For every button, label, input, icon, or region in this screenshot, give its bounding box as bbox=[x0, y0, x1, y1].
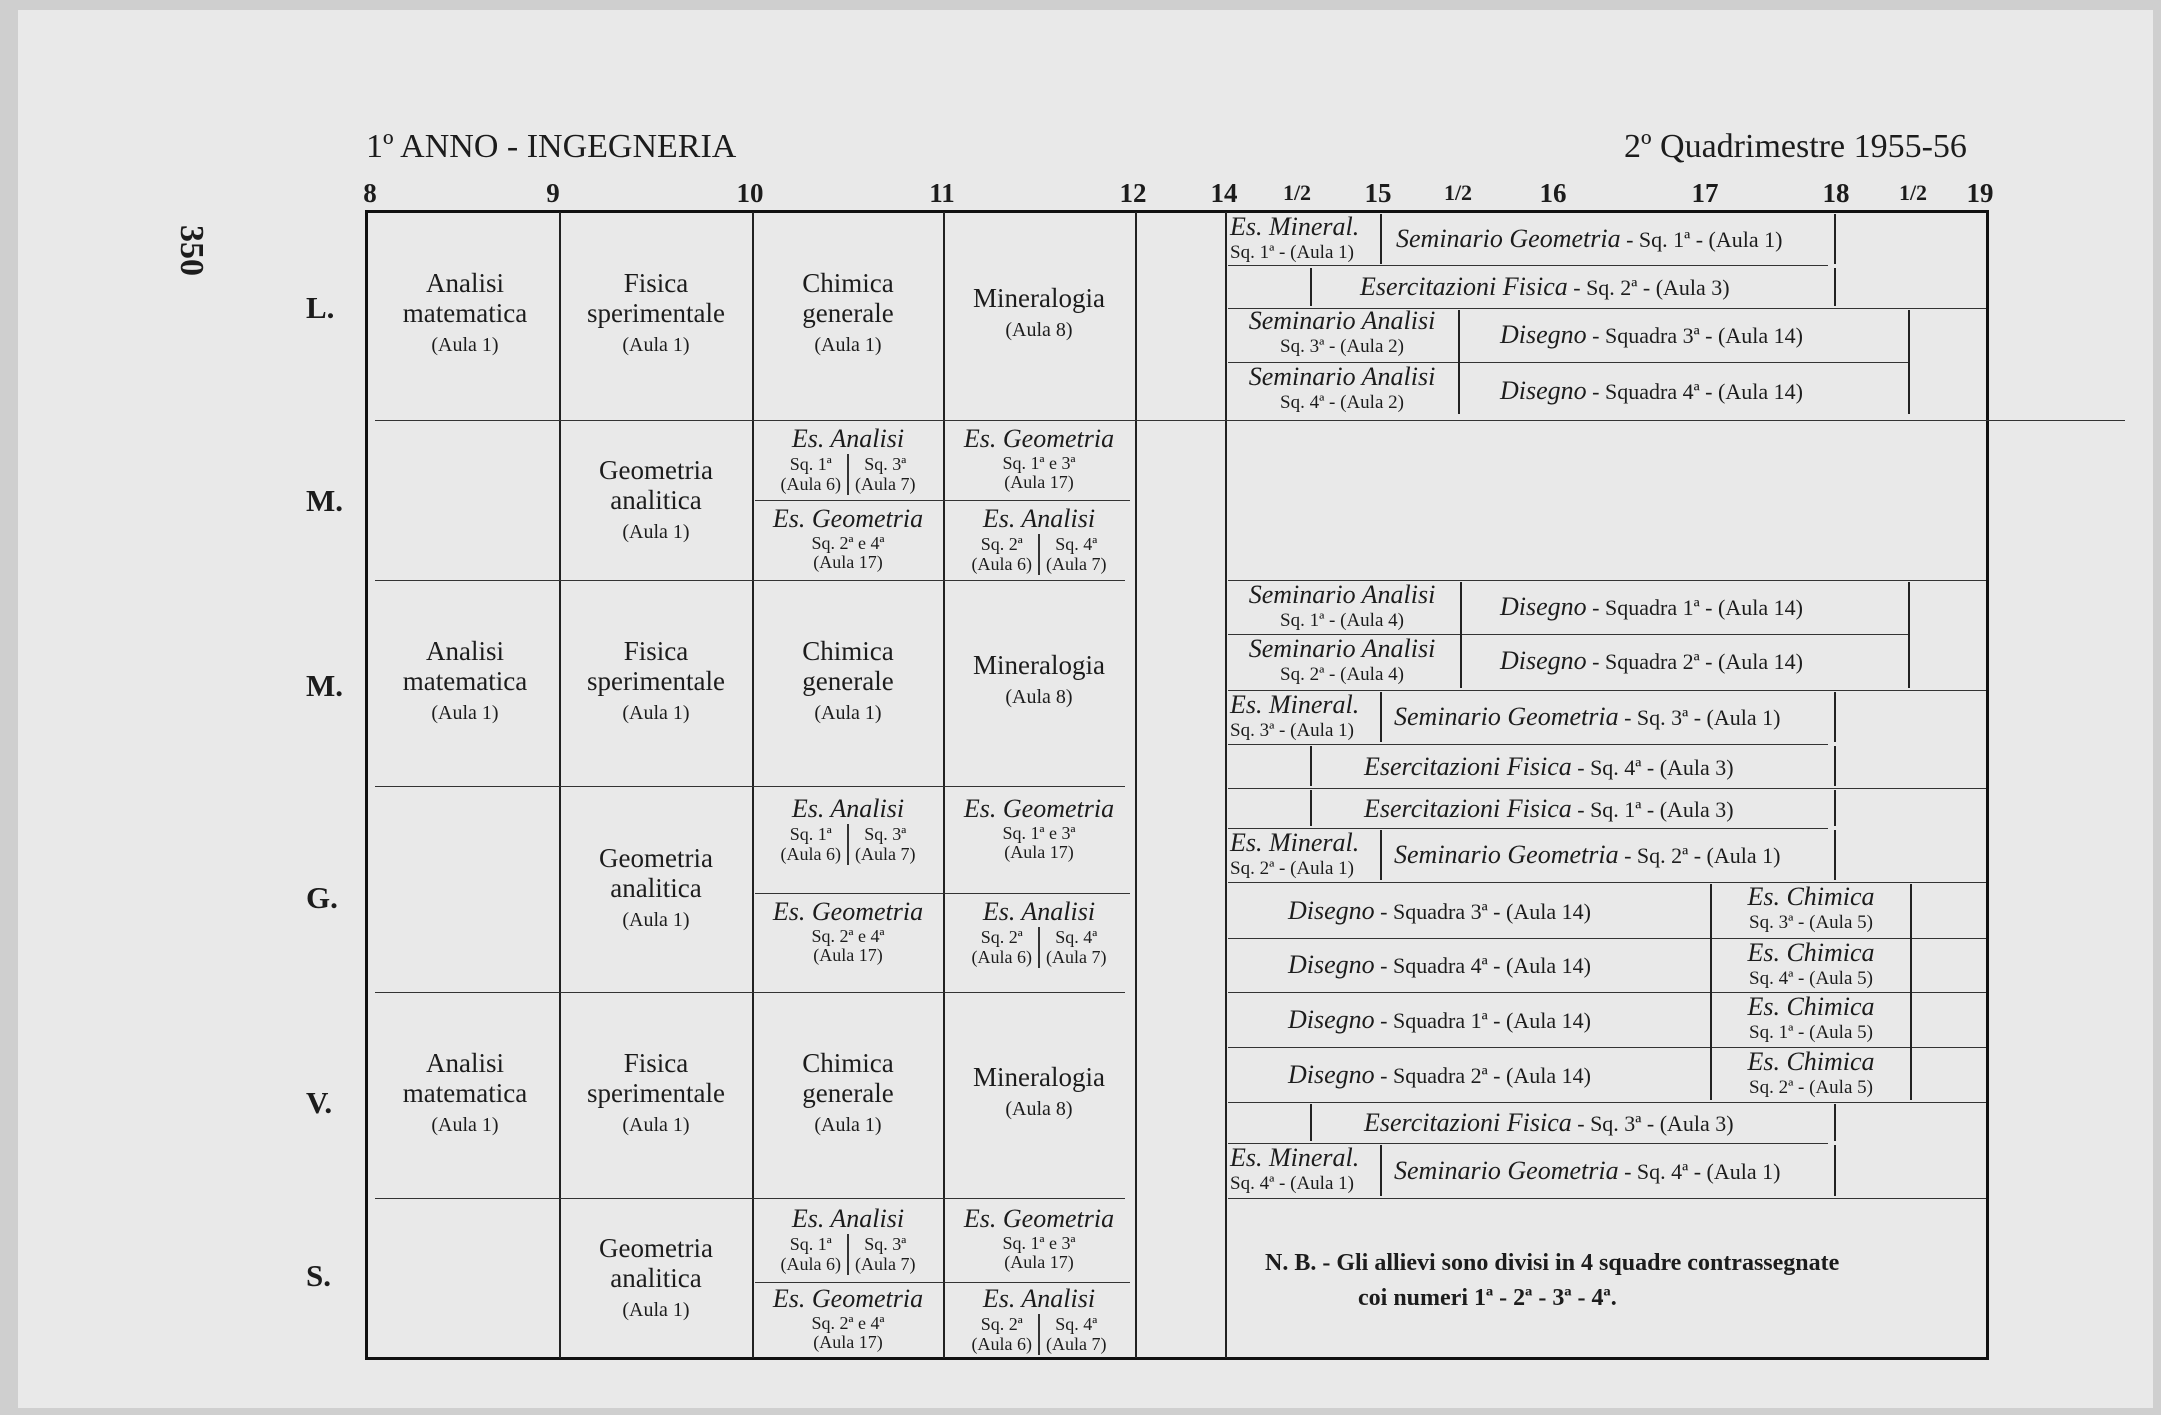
es-mineral-sq2: Es. Mineral. Sq. 2ª - (Aula 1) bbox=[1230, 828, 1360, 879]
cell-divider bbox=[1310, 268, 1312, 306]
hour-label: 17 bbox=[1691, 178, 1719, 208]
esercitazioni-fisica-sq2: Esercitazioni Fisica - Sq. 2ª - (Aula 3) bbox=[1360, 272, 1730, 301]
sem-analisi-sq4: Seminario Analisi Sq. 4ª - (Aula 2) bbox=[1248, 362, 1436, 413]
cell-divider bbox=[1380, 692, 1382, 742]
sem-analisi-sq2: Seminario Analisi Sq. 2ª - (Aula 4) bbox=[1248, 634, 1436, 685]
es-analisi-sq2-4: Es. Analisi Sq. 2ª (Aula 6) Sq. 4ª (Aula 7) bbox=[946, 1285, 1132, 1355]
hour-label: 15 bbox=[1364, 178, 1392, 208]
es-geometria-sq1-3: Es. Geometria Sq. 1ª e 3ª (Aula 17) bbox=[963, 794, 1115, 863]
note-line-1: N. B. - Gli allievi sono divisi in 4 squadre contrassegnate bbox=[1265, 1250, 1840, 1276]
cell-divider bbox=[1458, 310, 1460, 414]
half-label: 1/2 bbox=[1443, 180, 1473, 205]
es-analisi-sq2-4: Es. Analisi Sq. 2ª (Aula 6) Sq. 4ª (Aula 7) bbox=[946, 898, 1132, 968]
cell-divider bbox=[1310, 1104, 1312, 1141]
sub-separator bbox=[755, 1282, 1130, 1283]
disegno-sq1: Disegno - Squadra 1ª - (Aula 14) bbox=[1500, 592, 1803, 621]
cell-divider bbox=[1310, 746, 1312, 786]
lecture-chimica: Chimica generale (Aula 1) bbox=[802, 1048, 894, 1137]
es-geometria-sq2-4: Es. Geometria Sq. 2ª e 4ª (Aula 17) bbox=[772, 1284, 924, 1353]
row-separator bbox=[1228, 265, 1828, 266]
cell-divider bbox=[1910, 884, 1912, 1100]
disegno-sq1: Disegno - Squadra 1ª - (Aula 14) bbox=[1288, 1005, 1591, 1034]
hour-label: 16 bbox=[1539, 178, 1567, 208]
cell-divider bbox=[1834, 214, 1836, 264]
cell-divider bbox=[1710, 884, 1712, 1100]
lecture-chimica: Chimica generale (Aula 1) bbox=[802, 268, 894, 357]
es-geometria-sq1-3: Es. Geometria Sq. 1ª e 3ª (Aula 17) bbox=[963, 1204, 1115, 1273]
day-separator bbox=[375, 1198, 1125, 1199]
hour-label: 11 bbox=[929, 178, 955, 208]
es-mineral-sq3: Es. Mineral. Sq. 3ª - (Aula 1) bbox=[1230, 690, 1360, 741]
lecture-fisica: Fisica sperimentale (Aula 1) bbox=[587, 1048, 725, 1137]
sub-separator bbox=[755, 893, 1130, 894]
title-right: 2º Quadrimestre 1955-56 bbox=[1624, 128, 1967, 165]
es-geometria-sq2-4: Es. Geometria Sq. 2ª e 4ª (Aula 17) bbox=[772, 897, 924, 966]
disegno-sq2: Disegno - Squadra 2ª - (Aula 14) bbox=[1288, 1060, 1591, 1089]
column-divider bbox=[752, 212, 754, 1358]
es-chimica-sq4: Es. Chimica Sq. 4ª - (Aula 5) bbox=[1747, 938, 1875, 989]
es-geometria-sq2-4: Es. Geometria Sq. 2ª e 4ª (Aula 17) bbox=[772, 504, 924, 573]
column-divider bbox=[1135, 212, 1137, 1358]
hour-label: 8 bbox=[363, 178, 377, 208]
lecture-geometria: Geometria analitica (Aula 1) bbox=[599, 843, 713, 932]
row-separator bbox=[1228, 788, 1986, 789]
sem-analisi-sq1: Seminario Analisi Sq. 1ª - (Aula 4) bbox=[1248, 580, 1436, 631]
sem-analisi-sq3: Seminario Analisi Sq. 3ª - (Aula 2) bbox=[1248, 306, 1436, 357]
column-divider bbox=[943, 212, 945, 1358]
cell-divider bbox=[1380, 830, 1382, 880]
disegno-sq4: Disegno - Squadra 4ª - (Aula 14) bbox=[1500, 376, 1803, 405]
es-chimica-sq2: Es. Chimica Sq. 2ª - (Aula 5) bbox=[1747, 1047, 1875, 1098]
disegno-sq3: Disegno - Squadra 3ª - (Aula 14) bbox=[1288, 896, 1591, 925]
sem-geometria-sq3: Seminario Geometria - Sq. 3ª - (Aula 1) bbox=[1394, 702, 1781, 731]
cell-divider bbox=[1310, 790, 1312, 826]
note-line-2: coi numeri 1ª - 2ª - 3ª - 4ª. bbox=[1358, 1285, 1617, 1311]
sem-geometria-sq1: Seminario Geometria - Sq. 1ª - (Aula 1) bbox=[1396, 224, 1783, 253]
cell-divider bbox=[1380, 1145, 1382, 1196]
day-separator bbox=[375, 992, 1125, 993]
es-analisi-sq1-3: Es. Analisi Sq. 1ª (Aula 6) Sq. 3ª (Aula 7) bbox=[755, 795, 941, 865]
half-label: 1/2 bbox=[1898, 180, 1928, 205]
hour-label: 12 bbox=[1119, 178, 1147, 208]
es-analisi-sq1-3: Es. Analisi Sq. 1ª (Aula 6) Sq. 3ª (Aula 7) bbox=[755, 425, 941, 495]
lecture-geometria: Geometria analitica (Aula 1) bbox=[599, 1233, 713, 1322]
esercitazioni-fisica-sq1: Esercitazioni Fisica - Sq. 1ª - (Aula 3) bbox=[1364, 794, 1734, 823]
sem-geometria-sq2: Seminario Geometria - Sq. 2ª - (Aula 1) bbox=[1394, 840, 1781, 869]
es-analisi-sq2-4: Es. Analisi Sq. 2ª (Aula 6) Sq. 4ª (Aula 7) bbox=[946, 505, 1132, 575]
cell-divider bbox=[1908, 310, 1910, 414]
disegno-sq3: Disegno - Squadra 3ª - (Aula 14) bbox=[1500, 320, 1803, 349]
day-label-sabato: S. bbox=[306, 1258, 331, 1293]
cell-divider bbox=[1834, 830, 1836, 880]
sem-geometria-sq4: Seminario Geometria - Sq. 4ª - (Aula 1) bbox=[1394, 1156, 1781, 1185]
lecture-mineralogia: Mineralogia (Aula 8) bbox=[973, 650, 1105, 709]
es-chimica-sq1: Es. Chimica Sq. 1ª - (Aula 5) bbox=[1747, 992, 1875, 1043]
lecture-analisi: Analisi matematica (Aula 1) bbox=[402, 636, 528, 725]
disegno-sq4: Disegno - Squadra 4ª - (Aula 14) bbox=[1288, 950, 1591, 979]
title-left: 1º ANNO - INGEGNERIA bbox=[366, 128, 737, 165]
day-label-venerdi: V. bbox=[306, 1085, 333, 1120]
hour-label: 9 bbox=[546, 178, 560, 208]
cell-divider bbox=[1834, 692, 1836, 742]
cell-divider bbox=[1834, 268, 1836, 306]
es-mineral-sq4: Es. Mineral. Sq. 4ª - (Aula 1) bbox=[1230, 1143, 1360, 1194]
hour-label: 18 bbox=[1822, 178, 1850, 208]
cell-divider bbox=[1834, 1145, 1836, 1196]
day-label-martedi: M. bbox=[306, 483, 344, 518]
lecture-analisi: Analisi matematica (Aula 1) bbox=[402, 1048, 528, 1137]
day-label-lunedi: L. bbox=[306, 290, 335, 325]
lecture-fisica: Fisica sperimentale (Aula 1) bbox=[587, 268, 725, 357]
row-separator bbox=[1228, 744, 1828, 745]
es-mineral-sq1: Es. Mineral. Sq. 1ª - (Aula 1) bbox=[1230, 212, 1360, 263]
day-separator bbox=[375, 786, 1125, 787]
cell-divider bbox=[1834, 790, 1836, 826]
es-analisi-sq1-3: Es. Analisi Sq. 1ª (Aula 6) Sq. 3ª (Aula 7) bbox=[755, 1205, 941, 1275]
cell-divider bbox=[1460, 582, 1462, 688]
half-label: 1/2 bbox=[1282, 180, 1312, 205]
disegno-sq2: Disegno - Squadra 2ª - (Aula 14) bbox=[1500, 646, 1803, 675]
lecture-analisi: Analisi matematica (Aula 1) bbox=[402, 268, 528, 357]
lecture-mineralogia: Mineralogia (Aula 8) bbox=[973, 283, 1105, 342]
row-separator bbox=[1228, 1102, 1986, 1103]
cell-divider bbox=[1380, 214, 1382, 264]
lecture-geometria: Geometria analitica (Aula 1) bbox=[599, 455, 713, 544]
page-number: 350 bbox=[173, 225, 210, 276]
sub-separator bbox=[755, 500, 1130, 501]
day-separator bbox=[375, 420, 2125, 421]
day-separator bbox=[375, 580, 1125, 581]
column-divider bbox=[1225, 212, 1227, 1358]
row-separator bbox=[1228, 1198, 1986, 1199]
hour-label: 19 bbox=[1966, 178, 1994, 208]
lecture-mineralogia: Mineralogia (Aula 8) bbox=[973, 1062, 1105, 1121]
lecture-chimica: Chimica generale (Aula 1) bbox=[802, 636, 894, 725]
hour-label: 10 bbox=[736, 178, 764, 208]
day-label-mercoledi: M. bbox=[306, 668, 344, 703]
hour-label: 14 bbox=[1210, 178, 1238, 208]
es-geometria-sq1-3: Es. Geometria Sq. 1ª e 3ª (Aula 17) bbox=[963, 424, 1115, 493]
cell-divider bbox=[1834, 746, 1836, 786]
es-chimica-sq3: Es. Chimica Sq. 3ª - (Aula 5) bbox=[1747, 882, 1875, 933]
esercitazioni-fisica-sq3: Esercitazioni Fisica - Sq. 3ª - (Aula 3) bbox=[1364, 1108, 1734, 1137]
column-divider bbox=[559, 212, 561, 1358]
day-label-giovedi: G. bbox=[306, 880, 338, 915]
cell-divider bbox=[1908, 582, 1910, 688]
lecture-fisica: Fisica sperimentale (Aula 1) bbox=[587, 636, 725, 725]
cell-divider bbox=[1834, 1104, 1836, 1141]
esercitazioni-fisica-sq4: Esercitazioni Fisica - Sq. 4ª - (Aula 3) bbox=[1364, 752, 1734, 781]
